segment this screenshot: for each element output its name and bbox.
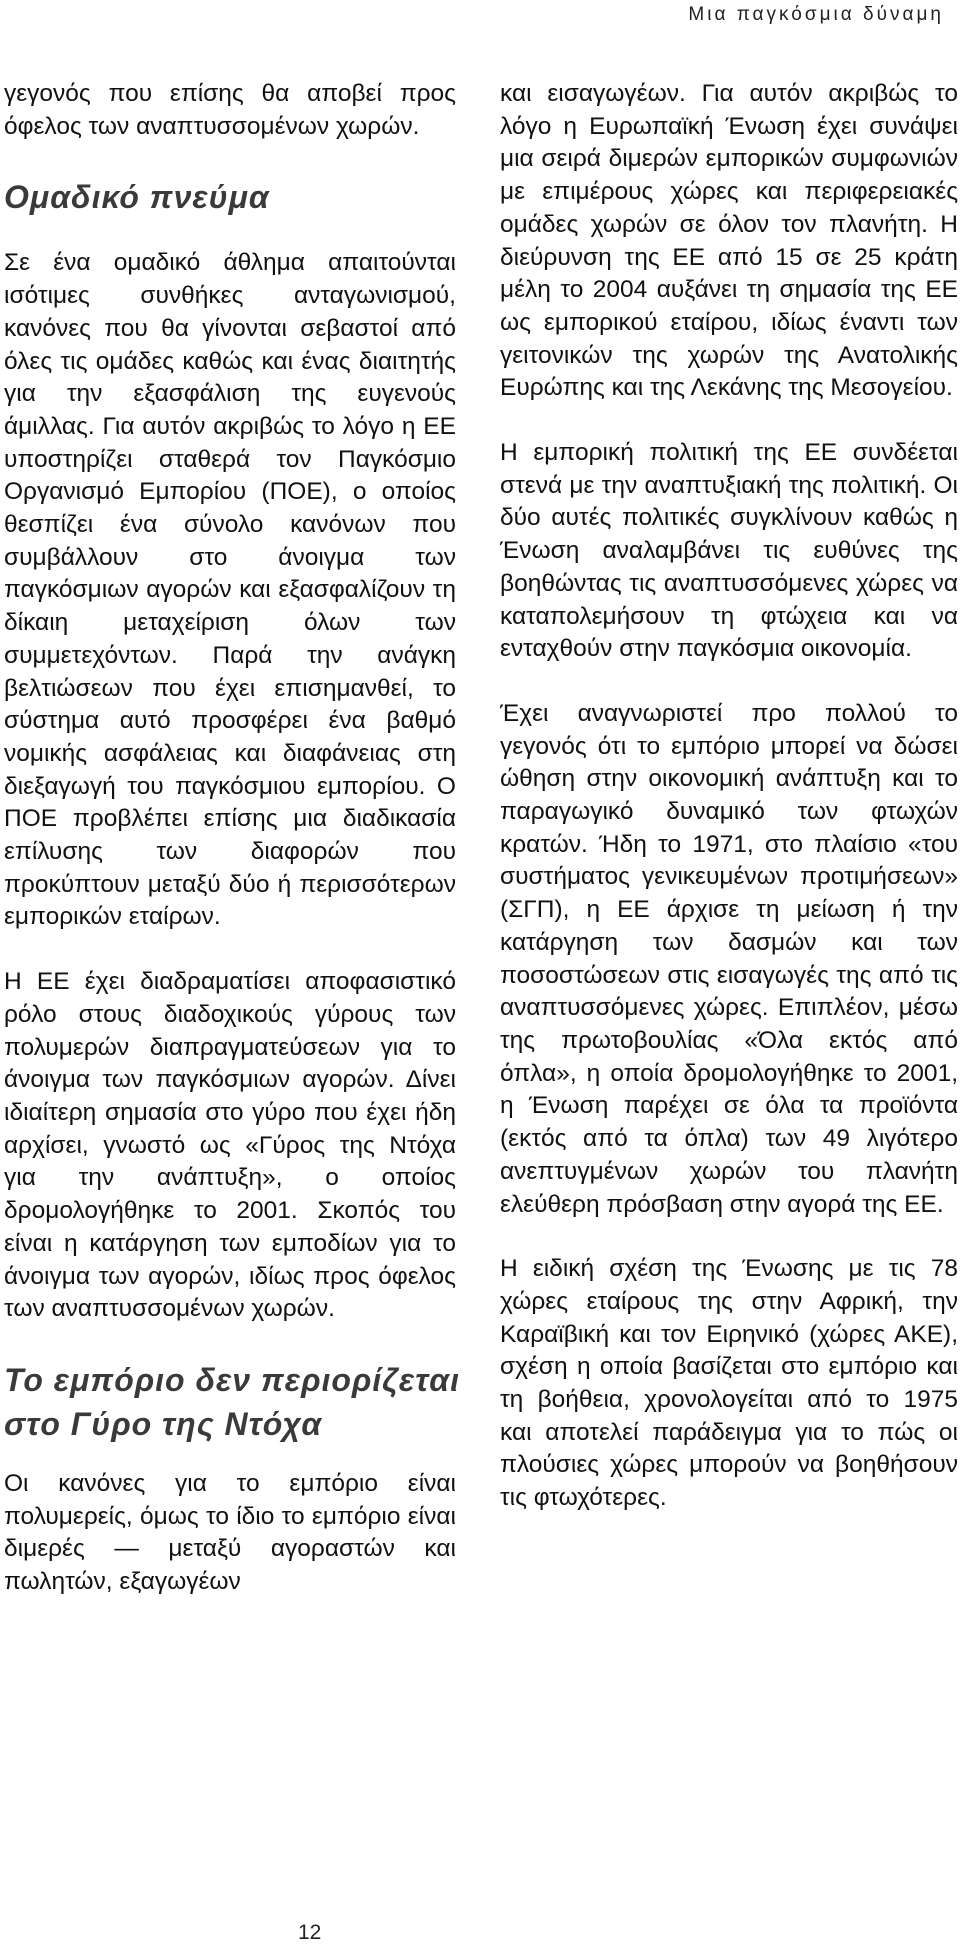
paragraph-doha-round: Η ΕΕ έχει διαδραματίσει αποφασιστικό ρόλο στους διαδοχικούς γύρους των πολυμερών διαπραγματεύσεων για το άνοιγμα των παγκόσμιων αγορών. Δίνει ιδιαίτερη σημασία στο γύρο που έχει ήδη αρχίσει, γνωστό ως «Γύρος της Ντόχα για την ανάπτυξη», ο οποίος δρομολογήθηκε το 2001. Σκοπός του είναι η κατάργηση των εμποδίων για το άνοιγμα των αγορών, ιδίως προς όφελος των αναπτυσσομένων χωρών.	[4, 968, 456, 1323]
paragraph-trade-rules: Οι κανόνες για το εμπόριο είναι πολυμερείς, όμως το ίδιο το εμπόριο είναι διμερές — μεταξύ αγοραστών και πωλητών, εξαγωγέων	[4, 1469, 456, 1596]
paragraph-bilateral-agreements: και εισαγωγέων. Για αυτόν ακριβώς το λόγο η Ευρωπαϊκή Ένωση έχει συνάψει μια σειρά διμερών εμπορικών συμφωνιών με επιμέρους χώρες και περιφερειακές ομάδες χωρών σε όλον τον πλανήτη. Η διεύρυνση της ΕΕ από 15 σε 25 κράτη μέλη το 2004 αυξάνει τη σημασία της ΕΕ ως εμπορικού εταίρου, ιδίως έναντι των γειτονικών της χωρών της Ανατολικής Ευρώπης και της Λεκάνης της Μεσογείου.	[500, 80, 958, 402]
paragraph-intro: γεγονός που επίσης θα αποβεί προς όφελος των αναπτυσσομένων χωρών.	[4, 80, 456, 140]
section-heading-trade-beyond-doha: Το εμπόριο δεν περιορίζεται στο Γύρο της Ντόχα	[4, 1361, 460, 1442]
paragraph-development-policy: Η εμπορική πολιτική της ΕΕ συνδέεται στενά με την αναπτυξιακή της πολιτική. Οι δύο αυτές πολιτικές συγκλίνουν καθώς η Ένωση αναλαμβάνει τις ευθύνες της βοηθώντας τις αναπτυσσόμενες χώρες να καταπολεμήσουν τη φτώχεια και να ενταχθούν στην παγκόσμια οικονομία.	[500, 439, 958, 663]
paragraph-gsp: Έχει αναγνωριστεί προ πολλού το γεγονός ότι το εμπόριο μπορεί να δώσει ώθηση στην οικονομική ανάπτυξη και το παραγωγικό δυναμικό των φτωχών κρατών. Ήδη το 1971, στο πλαίσιο «του συστήματος γενικευμένων προτιμήσεων» (ΣΓΠ), η ΕΕ άρχισε τη μείωση ή την κατάργηση των δασμών και των ποσοστώσεων στις εισαγωγές της από τις αναπτυσσόμενες χώρες. Επιπλέον, μέσω της πρωτοβουλίας «Όλα εκτός από όπλα», η οποία δρομολογήθηκε το 2001, η Ένωση παρέχει σε όλα τα προϊόντα (εκτός από τα όπλα) των 49 λιγότερο ανεπτυγμένων χωρών του πλανήτη ελεύθερη πρόσβαση στην αγορά της ΕΕ.	[500, 699, 958, 1218]
paragraph-acp-relations: Η ειδική σχέση της Ένωσης με τις 78 χώρες εταίρους της στην Αφρική, την Καραϊβική και τον Ειρηνικό (χώρες ΑΚΕ), σχέση η οποία βασίζεται στο εμπόριο και τη βοήθεια, χρονολογείται από το 1975 και αποτελεί παράδειγμα για το πώς οι πλούσιες χώρες μπορούν να βοηθήσουν τις φτωχότερες.	[500, 1255, 958, 1512]
section-heading-team-spirit: Ομαδικό πνεύμα	[4, 179, 270, 216]
right-column	[500, 78, 960, 1547]
running-header: Μια παγκόσμια δύναμη	[688, 4, 944, 25]
left-column	[4, 78, 476, 1631]
paragraph-team-spirit: Σε ένα ομαδικό άθλημα απαιτούνται ισότιμες συνθήκες ανταγωνισμού, κανόνες που θα γίνονται σεβαστοί από όλες τις ομάδες καθώς και ένας διαιτητής για την εξασφάλιση της ευγενούς άμιλλας. Για αυτόν ακριβώς το λόγο η ΕΕ υποστηρίζει σταθερά τον Παγκόσμιο Οργανισμό Εμπορίου (ΠΟΕ), ο οποίος θεσπίζει ένα σύνολο κανόνων που συμβάλλουν στο άνοιγμα των παγκόσμιων αγορών και εξασφαλίζουν τη δίκαιη μεταχείριση όλων των συμμετεχόντων. Παρά την ανάγκη βελτιώσεων που έχει επισημανθεί, το σύστημα αυτό προσφέρει ένα βαθμό νομικής ασφάλειας και διαφάνειας στη διεξαγωγή του παγκόσμιου εμπορίου. Ο ΠΟΕ προβλέπει επίσης μια διαδικασία επίλυσης των διαφορών που προκύπτουν μεταξύ δύο ή περισσότερων εμπορικών εταίρων.	[4, 249, 456, 931]
page-number: 12	[298, 1921, 322, 1944]
